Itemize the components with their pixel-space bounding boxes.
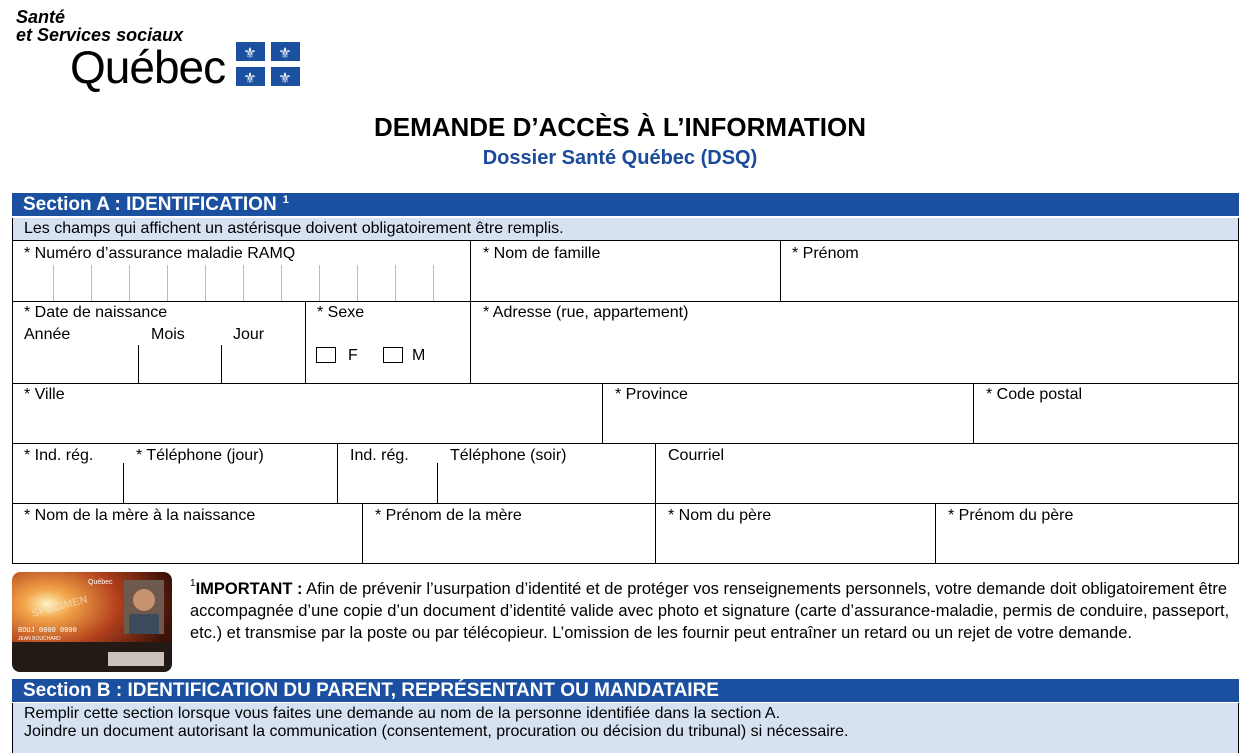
prenom-field[interactable] xyxy=(781,265,1237,300)
label-annee: Année xyxy=(24,326,71,343)
document-title: DEMANDE D’ACCÈS À L’INFORMATION xyxy=(373,112,867,142)
label-adresse: * Adresse (rue, appartement) xyxy=(483,304,689,321)
nom-mere-field[interactable] xyxy=(14,527,361,562)
card-brand: Québec xyxy=(88,579,113,586)
svg-text:⚜: ⚜ xyxy=(243,44,257,62)
label-ville: * Ville xyxy=(24,386,65,403)
section-b-header xyxy=(12,679,1239,702)
telephone-jour-field[interactable] xyxy=(124,465,336,502)
label-sexe: * Sexe xyxy=(317,304,365,321)
important-footnote: 1 xyxy=(190,578,196,589)
important-label: IMPORTANT : xyxy=(195,580,303,598)
label-ind-reg-soir: Ind. rég. xyxy=(350,447,409,464)
label-sexe-m: M xyxy=(412,347,426,364)
ville-field[interactable] xyxy=(14,407,601,442)
section-b-note-line1: Remplir cette section lorsque vous faites une demande au nom de la personne identifiée dans la section A. xyxy=(24,705,781,722)
section-a-footnote: 1 xyxy=(282,194,289,206)
jour-field[interactable] xyxy=(222,346,304,382)
label-ind-reg-jour: * Ind. rég. xyxy=(24,447,94,464)
telephone-soir-field[interactable] xyxy=(438,465,654,502)
logo-line-services: et Services sociaux xyxy=(16,25,184,45)
svg-text:⚜: ⚜ xyxy=(278,69,292,86)
adresse-field[interactable] xyxy=(471,325,1237,382)
label-ramq: * Numéro d’assurance maladie RAMQ xyxy=(24,245,296,262)
nom-famille-field[interactable] xyxy=(471,265,779,300)
code-postal-field[interactable] xyxy=(974,407,1237,442)
label-prenom: * Prénom xyxy=(792,245,859,262)
section-b-title: Section B : IDENTIFICATION DU PARENT, REPRÉSENTANT OU MANDATAIRE xyxy=(23,680,719,701)
label-province: * Province xyxy=(615,386,688,403)
section-b-note xyxy=(12,703,1239,753)
sexe-m-checkbox[interactable] xyxy=(383,347,403,363)
important-text: Afin de prévenir l’usurpation d’identité et de protéger vos renseignements personnels, votre demande doit obligatoirement être accompagnée d’une copie d’un document d’identité valide avec photo et signature (carte d’assurance-maladie, permis de conduire, passeport, etc.) et transmise par la poste ou par télécopieur. L’omission de les fournir peut entraîner un retard ou un rejet de votre demande. xyxy=(190,580,1230,642)
label-code-postal: * Code postal xyxy=(986,386,1083,403)
prenom-mere-field[interactable] xyxy=(363,527,654,562)
logo-line-sante: Santé xyxy=(16,7,66,27)
annee-field[interactable] xyxy=(14,346,137,382)
svg-text:⚜: ⚜ xyxy=(278,44,292,62)
card-holder-name: JEAN BOUCHARD xyxy=(18,636,61,642)
label-date-naissance: * Date de naissance xyxy=(24,304,168,321)
label-jour: Jour xyxy=(233,326,265,343)
prenom-pere-field[interactable] xyxy=(936,527,1237,562)
label-nom-famille: * Nom de famille xyxy=(483,245,601,262)
province-field[interactable] xyxy=(603,407,972,442)
label-courriel: Courriel xyxy=(668,447,725,464)
nom-pere-field[interactable] xyxy=(656,527,934,562)
section-a-header xyxy=(12,193,1239,216)
label-prenom-pere: * Prénom du père xyxy=(948,507,1074,524)
section-b-note-line2: Joindre un document autorisant la communication (consentement, procuration ou décision du tribunal) si nécessaire. xyxy=(24,723,849,740)
mois-field[interactable] xyxy=(139,346,220,382)
sexe-f-checkbox[interactable] xyxy=(316,347,336,363)
courriel-field[interactable] xyxy=(656,465,1237,502)
label-nom-mere: * Nom de la mère à la naissance xyxy=(24,507,256,524)
section-a-note: Les champs qui affichent un astérisque doivent obligatoirement être remplis. xyxy=(12,218,1239,240)
label-telephone-soir: Téléphone (soir) xyxy=(450,447,567,464)
label-nom-pere: * Nom du père xyxy=(668,507,772,524)
ind-reg-jour-field[interactable] xyxy=(14,465,122,502)
logo-quebec: Québec xyxy=(70,41,226,93)
label-telephone-jour: * Téléphone (jour) xyxy=(136,447,264,464)
card-watermark: SPÉCIMEN xyxy=(30,593,89,621)
label-prenom-mere: * Prénom de la mère xyxy=(375,507,522,524)
health-card-image xyxy=(12,572,172,672)
card-number: BOUJ 0000 0000 xyxy=(18,627,77,635)
label-mois: Mois xyxy=(151,326,185,343)
svg-text:⚜: ⚜ xyxy=(243,69,257,86)
ramq-field[interactable] xyxy=(14,265,469,300)
section-a-title: Section A : IDENTIFICATION xyxy=(23,194,277,215)
quebec-flag-icon xyxy=(236,42,300,86)
important-notice xyxy=(190,578,1230,644)
document-subtitle: Dossier Santé Québec (DSQ) xyxy=(482,147,758,169)
ind-reg-soir-field[interactable] xyxy=(338,465,436,502)
section-a-form xyxy=(12,240,1239,564)
label-sexe-f: F xyxy=(348,347,358,364)
